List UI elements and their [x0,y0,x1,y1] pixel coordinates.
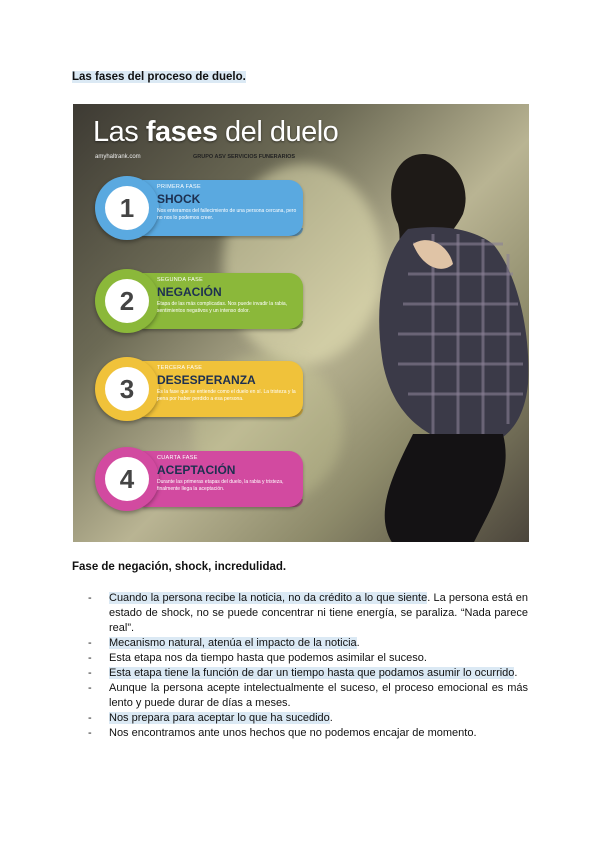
phase-number: 1 [105,186,149,230]
highlighted-text: Mecanismo natural, atenúa el impacto de la noticia [109,637,357,649]
phase-label: CUARTA FASE [157,455,198,461]
bullet-dash: - [88,727,92,739]
list-item [88,651,528,666]
phase-shock [95,176,311,248]
phase-name: SHOCK [157,192,201,206]
item-text: . [356,637,360,649]
bullet-dash: - [88,652,92,664]
phase-aceptacion [95,447,311,519]
infographic-url: amyhaltrank.com [95,154,141,160]
phase-label: PRIMERA FASE [157,184,201,190]
bullet-dash: - [88,592,92,604]
bullet-dash: - [88,637,92,649]
phase-description: Durante las primeras etapas del duelo, la rabia y tristeza, finalmente llega la aceptación. [157,479,284,492]
phase-number: 4 [105,457,149,501]
bullet-list [88,591,528,741]
list-item [88,591,528,636]
section-title: Fase de negación, shock, incredulidad. [72,561,287,573]
item-text: . [329,712,333,724]
list-item [88,636,528,651]
bullet-dash: - [88,667,92,679]
item-text: Aunque la persona acepte intelectualmente el suceso, el proceso emocional es más lento y puede durar de días a meses. [109,682,528,709]
highlighted-text: Nos prepara para aceptar lo que ha sucedido [109,712,330,724]
phase-name: NEGACIÓN [157,285,222,299]
list-item [88,726,528,741]
item-text: . La persona está en estado de shock, no se puede concentrar ni tiene energía, se paraliza. “Nada parece real”. [109,592,528,634]
phase-negacion [95,269,311,341]
list-item [88,711,528,726]
bullet-dash: - [88,712,92,724]
highlighted-text: Esta etapa tiene la función de dar un tiempo hasta que podamos asumir lo ocurrido [109,667,515,679]
highlighted-text: Cuando la persona recibe la noticia, no da crédito a lo que siente [109,592,428,604]
phase-number: 2 [105,279,149,323]
phase-description: Etapa de las más complicadas. Nos puede invadir la rabia, sentimientos negativos y un intenso dolor. [157,301,288,314]
list-item [88,681,528,711]
infographic-brand: GRUPO ASV SERVICIOS FUNERARIOS [193,154,296,160]
infographic-title: Las fases del duelo [93,116,339,148]
grieving-person-illustration [353,134,529,542]
phase-label: SEGUNDA FASE [157,277,204,283]
list-item [88,666,528,681]
phase-description: Nos enteramos del fallecimiento de una persona cercana, pero no nos lo podemos creer. [157,208,297,221]
phase-label: TERCERA FASE [157,365,203,371]
item-text: . [514,667,518,679]
document-title: Las fases del proceso de duelo. [72,71,246,83]
phase-description: Es la fase que se entiende como el duelo en sí. La tristeza y la pena por haber perdido a esa persona. [157,389,296,402]
item-text: Esta etapa nos da tiempo hasta que podemos asimilar el suceso. [109,652,427,664]
bullet-dash: - [88,682,92,694]
phase-number: 3 [105,367,149,411]
item-text: Nos encontramos ante unos hechos que no podemos encajar de momento. [109,727,477,739]
phase-name: DESESPERANZA [157,373,256,387]
phase-name: ACEPTACIÓN [157,463,236,477]
phase-desesperanza [95,357,311,429]
infographic-image [73,104,529,542]
